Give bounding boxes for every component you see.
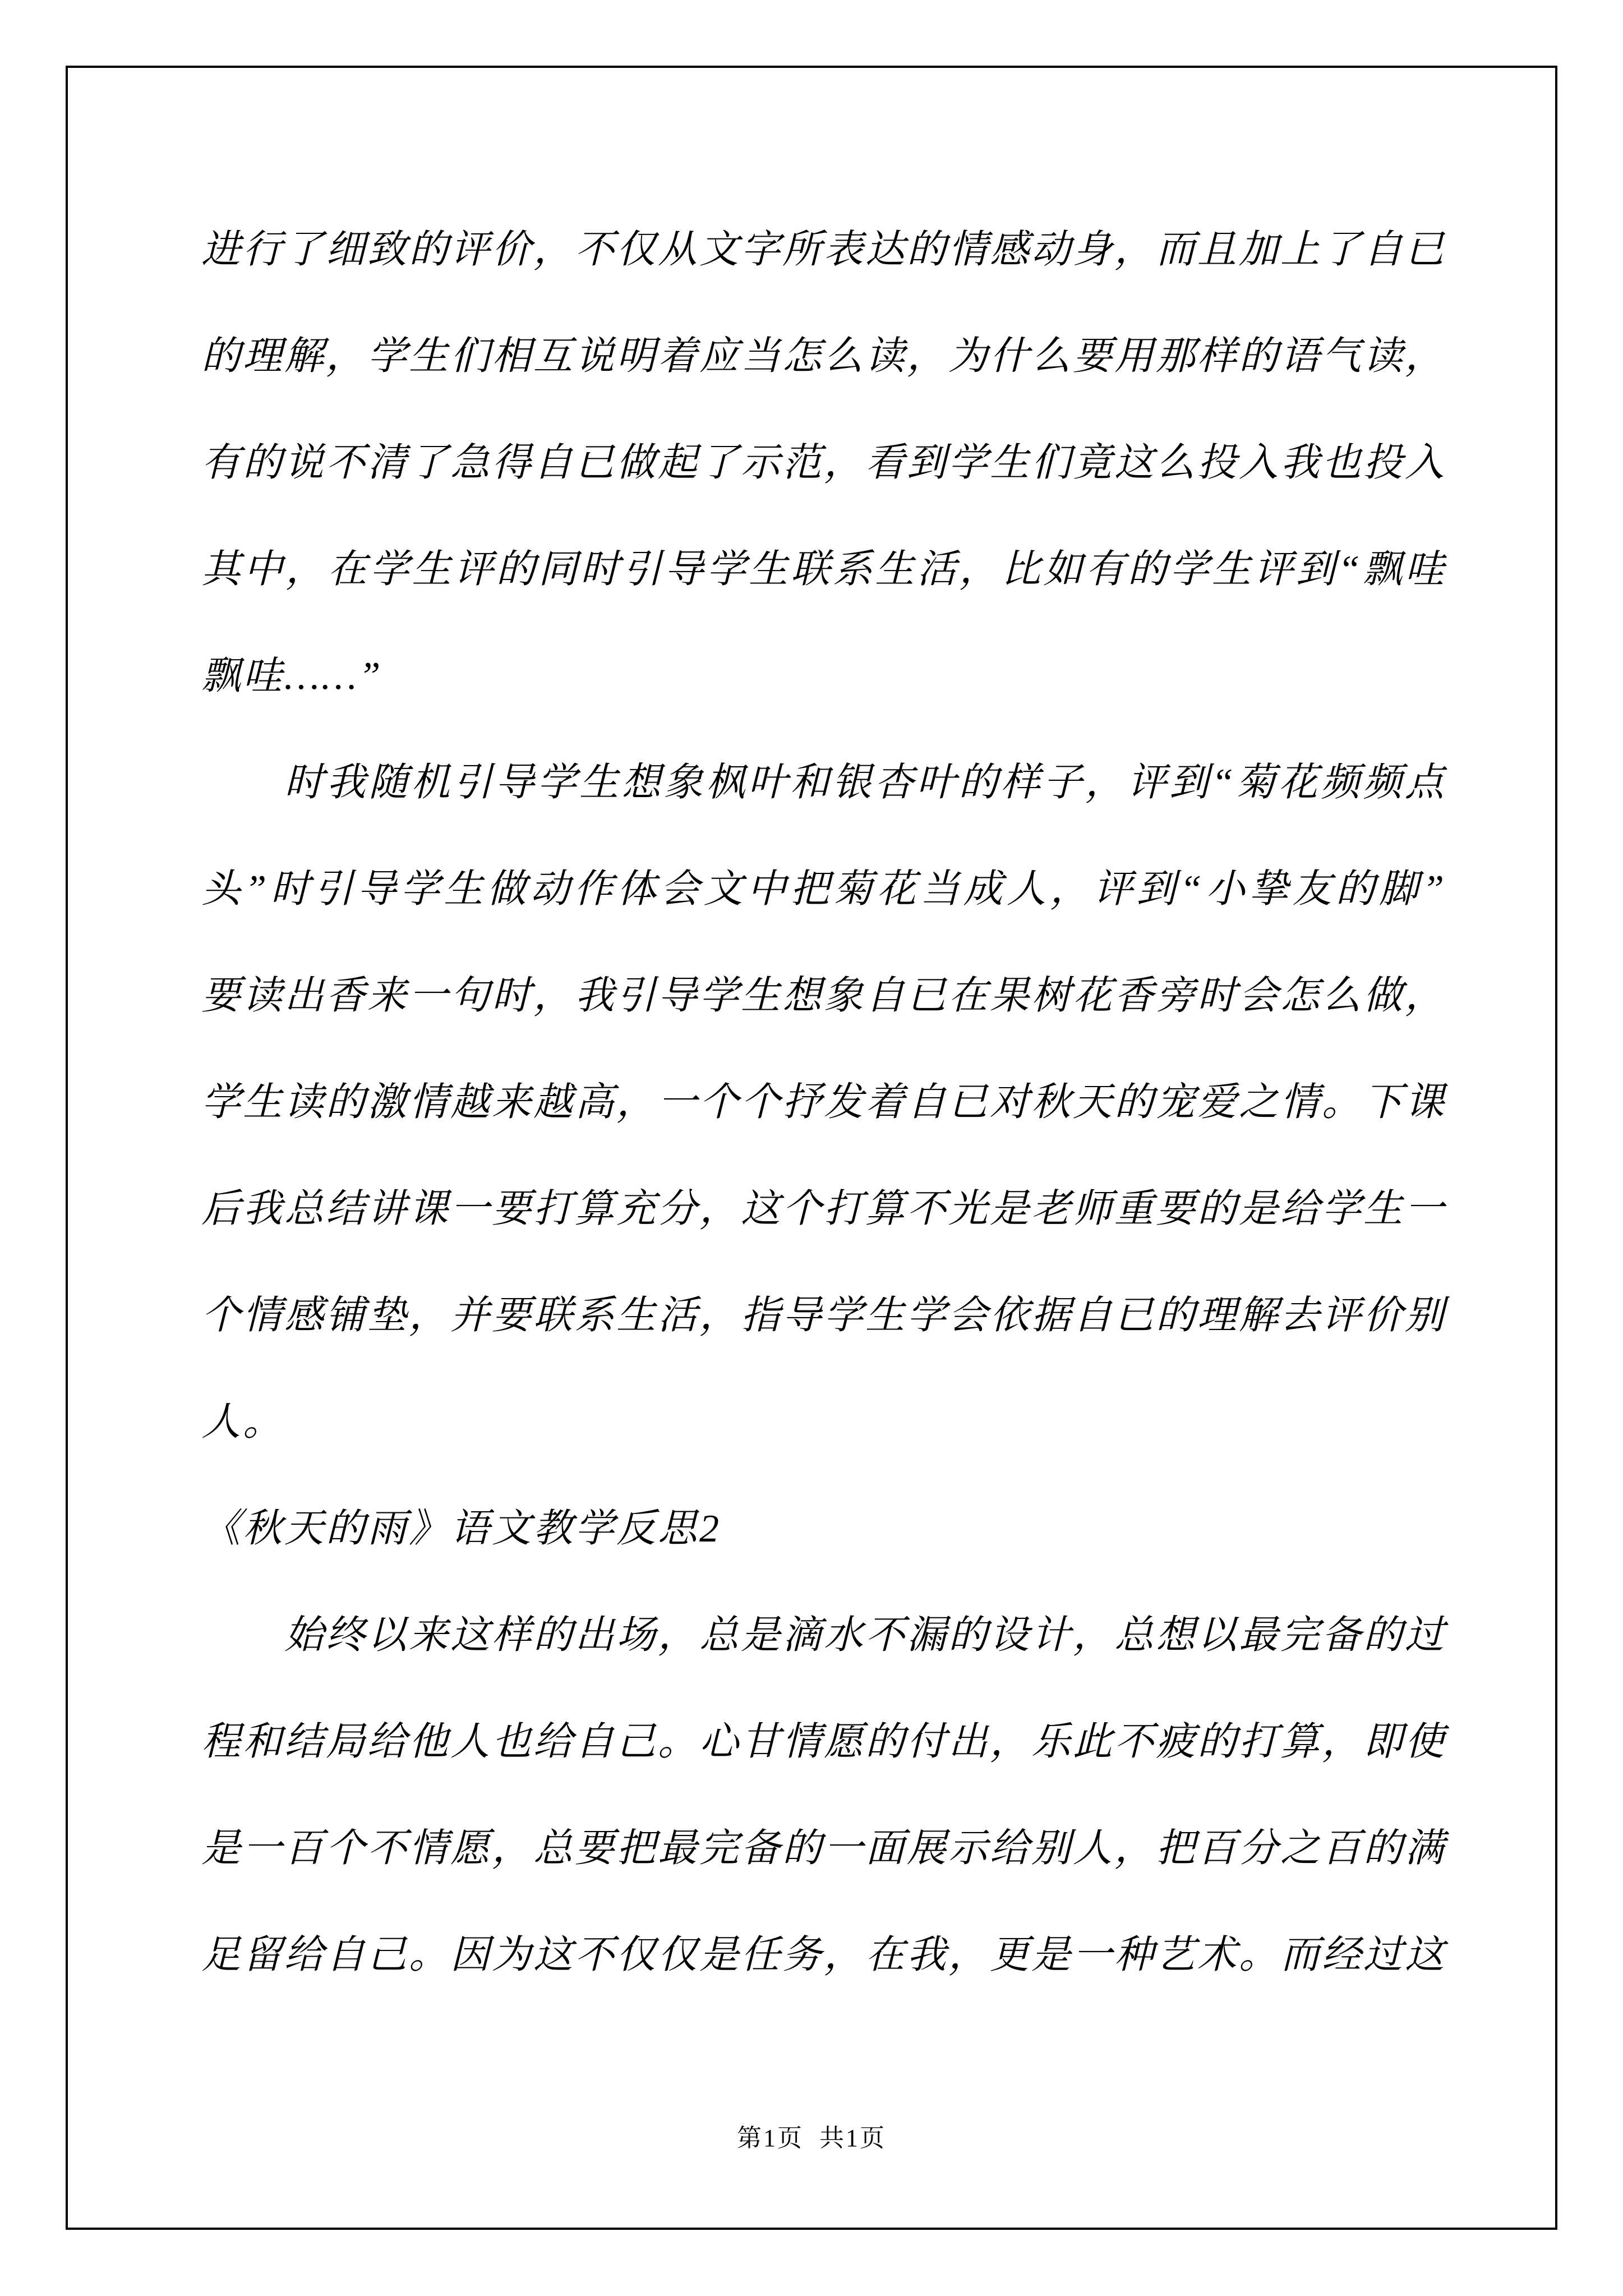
page-number-footer: 第1页 共1页 (737, 2124, 886, 2152)
text-line: 是一百个不情愿，总要把最完备的一面展示给别人，把百分之百的满 (201, 1827, 1444, 1870)
document-page (66, 66, 1557, 2230)
text-line: 始终以来这样的出场，总是滴水不漏的设计，总想以最完备的过 (284, 1614, 1444, 1657)
text-line: 进行了细致的评价，不仅从文字所表达的情感动身，而且加上了自已 (201, 228, 1444, 272)
text-line: 要读出香来一句时，我引导学生想象自已在果树花香旁时会怎么做， (201, 974, 1444, 1018)
text-line: 足留给自己。因为这不仅仅是任务，在我，更是一种艺术。而经过这 (201, 1934, 1444, 1977)
text-line: 程和结局给他人也给自己。心甘情愿的付出，乐此不疲的打算，即使 (201, 1720, 1444, 1764)
text-line: 飘哇……” (201, 655, 383, 698)
text-line: 学生读的激情越来越高，一个个抒发着自已对秋天的宠爱之情。下课 (201, 1081, 1444, 1124)
text-line: 《秋天的雨》语文教学反思2 (201, 1507, 721, 1550)
text-line: 的理解，学生们相互说明着应当怎么读，为什么要用那样的语气读， (201, 335, 1444, 378)
text-line: 后我总结讲课一要打算充分，这个打算不光是老师重要的是给学生一 (201, 1188, 1444, 1231)
text-lines (201, 197, 1444, 2009)
text-line: 其中，在学生评的同时引导学生联系生活，比如有的学生评到“飘哇 (201, 548, 1444, 591)
text-line: 时我随机引导学生想象枫叶和银杏叶的样子，评到“菊花频频点 (284, 761, 1444, 804)
text-line: 有的说不清了急得自已做起了示范，看到学生们竟这么投入我也投入 (201, 441, 1444, 485)
text-line: 人。 (201, 1401, 284, 1444)
text-line: 头”时引导学生做动作体会文中把菊花当成人，评到“小挚友的脚” (201, 868, 1444, 911)
text-line: 个情感铺垫，并要联系生活，指导学生学会依据自已的理解去评价别 (201, 1294, 1444, 1337)
